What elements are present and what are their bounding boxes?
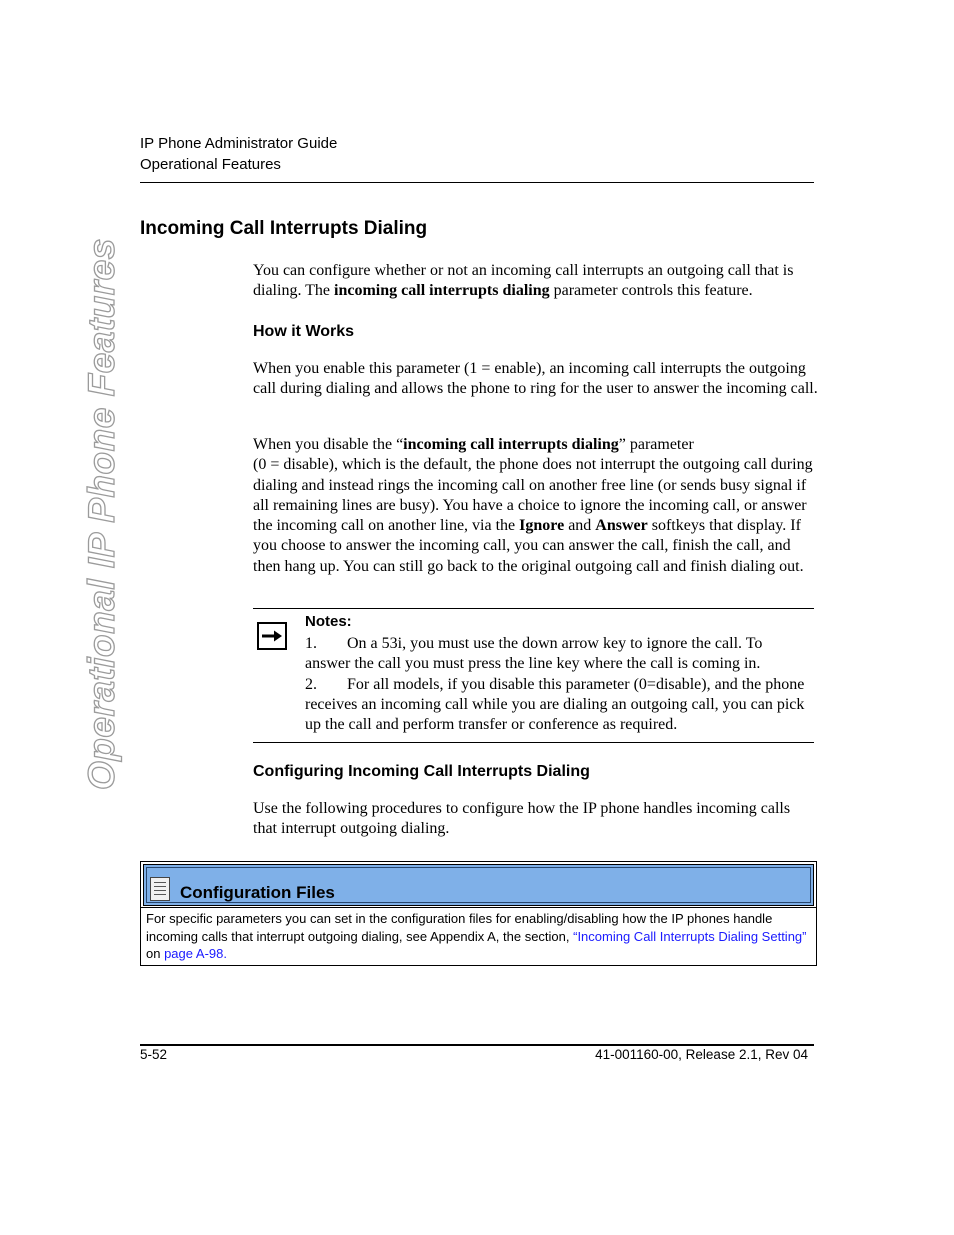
configuration-files-title: Configuration Files <box>180 883 335 902</box>
notes-bottom-rule <box>253 742 814 743</box>
side-chapter-title: Operational IP Phone Features <box>81 238 122 790</box>
configuring-heading: Configuring Incoming Call Interrupts Dialing <box>253 763 590 780</box>
configuring-paragraph: Use the following procedures to configure how the IP phone handles incoming calls that interrupt outgoing dialing. <box>253 800 791 838</box>
guide-title: IP Phone Administrator Guide <box>140 135 338 152</box>
page-a98-link[interactable]: page A-98. <box>164 946 227 961</box>
section-title: Incoming Call Interrupts Dialing <box>140 218 428 239</box>
configuration-files-box <box>140 861 817 966</box>
header-divider <box>140 182 814 183</box>
how-it-works-paragraph-1: When you enable this parameter (1 = enable), an incoming call interrupts the outgoing call during dialing and allows the phone to ring for the user to answer the incoming call. <box>253 360 818 398</box>
incoming-call-interrupts-link[interactable]: “Incoming Call Interrupts Dialing Setting” <box>573 928 807 944</box>
intro-paragraph: You can configure whether or not an incoming call interrupts an outgoing call that is dialing. The incoming call interrupts dialing parameter controls this feature. <box>253 262 794 300</box>
note-item: 1. On a 53i, you must use the down arrow key to ignore the call. To answer the call you must press the line key where the call is coming in. <box>305 635 763 673</box>
document-icon <box>150 877 170 901</box>
notes-top-rule <box>253 608 814 609</box>
right-arrow-icon <box>257 622 287 650</box>
configuration-files-header <box>143 864 814 906</box>
document-id: 41-001160-00, Release 2.1, Rev 04 <box>595 1047 808 1062</box>
footer-divider <box>140 1044 814 1046</box>
notes-list <box>305 634 805 735</box>
configuration-files-text: For specific parameters you can set in the configuration files for enabling/disabling how the IP phones handle incoming calls that interrupt outgoing dialing, see Appendix A, the section, “Incoming Call Interrupts Dialing Setting” on page A-98. <box>146 911 807 961</box>
note-item: 2. For all models, if you disable this parameter (0=disable), and the phone receives an incoming call while you are dialing an outgoing call, you can pick up the call and perform transfer or conference as required. <box>305 675 805 734</box>
how-it-works-paragraph-2: When you disable the “incoming call interrupts dialing” parameter (0 = disable), which is the default, the phone does not interrupt the outgoing call during dialing and instead rings the incoming call on another free line (or sends busy signal if all remaining lines are busy). You have a choice to ignore the incoming call, or answer the incoming call on another line, via the Ignore and Answer softkeys that display. If you choose to answer the incoming call, you can answer the call, finish the call, and then hang up. You can still go back to the original outgoing call and finish dialing out. <box>253 436 813 575</box>
how-it-works-heading: How it Works <box>253 323 355 340</box>
page-number: 5-52 <box>140 1047 168 1062</box>
chapter-title: Operational Features <box>140 156 281 173</box>
notes-title: Notes: <box>305 613 352 630</box>
